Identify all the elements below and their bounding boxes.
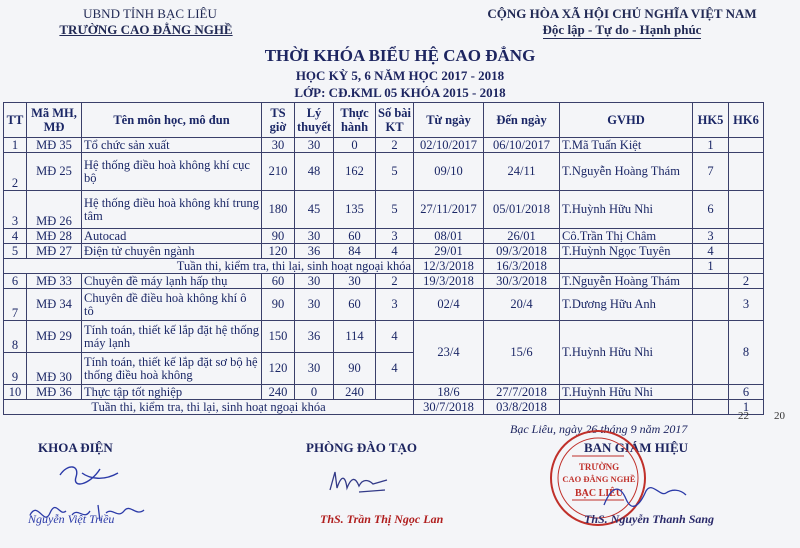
cell-theory: 36 (295, 321, 334, 353)
cell-hk5 (693, 289, 729, 321)
table-row (4, 385, 764, 400)
cell-hk6: 6 (729, 385, 764, 400)
col-to-date: Đến ngày (484, 103, 560, 138)
cell-hk5 (693, 385, 729, 400)
cell-to-date: 26/01 (484, 229, 560, 244)
cell-subject: Tổ chức sản xuất (82, 138, 262, 153)
cell-subject: Điện tử chuyên ngành (82, 244, 262, 259)
national-slogan: Độc lập - Tự do - Hạnh phúc (542, 22, 702, 37)
sig-title-left: KHOA ĐIỆN (38, 440, 113, 455)
class-subtitle: LỚP: CĐ.KML 05 KHÓA 2015 - 2018 (294, 85, 506, 100)
cell-total-hours: 120 (262, 244, 295, 259)
cell-hk5: 6 (693, 191, 729, 229)
cell-code: MĐ 36 (27, 385, 82, 400)
semester-subtitle: HỌC KỲ 5, 6 NĂM HỌC 2017 - 2018 (295, 68, 505, 83)
table-row (4, 244, 764, 259)
cell-tests: 2 (376, 274, 414, 289)
cell-total-hours: 90 (262, 229, 295, 244)
col-theory: Lý thuyết (295, 103, 334, 138)
cell-hk6 (729, 229, 764, 244)
cell-total-hours: 180 (262, 191, 295, 229)
cell-tests: 4 (376, 353, 414, 385)
cell-teacher: T.Nguyễn Hoàng Thám (560, 153, 693, 191)
col-hk6: HK6 (729, 103, 764, 138)
cell-tests: 4 (376, 244, 414, 259)
cell-total-hours: 30 (262, 138, 295, 153)
sig-name-left: Nguyễn Việt Triều (28, 512, 115, 526)
school-name: TRƯỜNG CAO ĐẲNG NGHỀ (59, 22, 233, 37)
signature-mid (325, 462, 405, 502)
cell-tt: 10 (4, 385, 27, 400)
stamp-line2: CAO ĐẲNG NGHỀ (562, 474, 636, 484)
cell-from-date: 02/4 (414, 289, 484, 321)
place-date: Bạc Liêu, ngày 26 tháng 9 năm 2017 (510, 422, 688, 436)
cell-tt: 3 (4, 191, 27, 229)
cell-tests (376, 385, 414, 400)
cell-subject: Chuyên đề máy lạnh hấp thụ (82, 274, 262, 289)
cell-tt: 8 (4, 321, 27, 353)
cell-from-date-merged: 23/4 (414, 321, 484, 385)
cell-code: MĐ 34 (27, 289, 82, 321)
cell-hk5: 7 (693, 153, 729, 191)
cell-practice: 240 (334, 385, 376, 400)
header-row (4, 103, 764, 138)
col-total-hours: TS giờ (262, 103, 295, 138)
sig-name-mid: ThS. Trần Thị Ngọc Lan (320, 512, 444, 526)
cell-code: MĐ 35 (27, 138, 82, 153)
cell-from-date: 12/3/2018 (414, 259, 484, 274)
cell-from-date: 27/11/2017 (414, 191, 484, 229)
total-hk6: 20 (774, 410, 785, 422)
table-row (4, 289, 764, 321)
stamp-line1: TRƯỜNG (578, 462, 620, 472)
exam-week-row (4, 259, 764, 274)
table-row (4, 138, 764, 153)
cell-theory: 30 (295, 229, 334, 244)
cell-from-date: 08/01 (414, 229, 484, 244)
cell-hk5: 4 (693, 244, 729, 259)
cell-code: MĐ 25 (27, 153, 82, 191)
cell-hk6 (729, 138, 764, 153)
document-title: THỜI KHÓA BIỂU HỆ CAO ĐẲNG (264, 46, 536, 65)
cell-theory: 30 (295, 353, 334, 385)
cell-code: MĐ 33 (27, 274, 82, 289)
cell-to-date: 09/3/2018 (484, 244, 560, 259)
sig-name-right: ThS. Nguyễn Thanh Sang (584, 512, 715, 526)
cell-theory: 30 (295, 274, 334, 289)
cell-subject: Hệ thống điều hoà không khí cục bộ (82, 153, 262, 191)
cell-teacher (560, 400, 693, 415)
stamp-line3: BẠC LIÊU (574, 488, 624, 499)
col-hk5: HK5 (693, 103, 729, 138)
table-row (4, 153, 764, 191)
cell-practice: 84 (334, 244, 376, 259)
cell-to-date-merged: 15/6 (484, 321, 560, 385)
cell-code: MĐ 30 (27, 353, 82, 385)
table-row (4, 191, 764, 229)
col-from-date: Từ ngày (414, 103, 484, 138)
cell-from-date: 18/6 (414, 385, 484, 400)
cell-practice: 30 (334, 274, 376, 289)
cell-exam-week-label: Tuần thi, kiểm tra, thi lại, sinh hoạt ngoại khóa (4, 259, 414, 274)
cell-teacher (560, 259, 693, 274)
cell-hk5-merged (693, 321, 729, 385)
exam-week-row (4, 400, 764, 415)
cell-subject: Tính toán, thiết kế lắp đặt hệ thống máy lạnh (82, 321, 262, 353)
cell-hk6 (729, 153, 764, 191)
cell-theory: 45 (295, 191, 334, 229)
cell-tt: 7 (4, 289, 27, 321)
cell-practice: 162 (334, 153, 376, 191)
cell-to-date: 27/7/2018 (484, 385, 560, 400)
signature-left (20, 455, 160, 540)
col-teacher: GVHD (560, 103, 693, 138)
cell-practice: 114 (334, 321, 376, 353)
cell-teacher: T.Dương Hữu Anh (560, 289, 693, 321)
cell-tt: 5 (4, 244, 27, 259)
cell-tests: 5 (376, 191, 414, 229)
col-tests: Số bài KT (376, 103, 414, 138)
cell-hk5 (693, 274, 729, 289)
cell-total-hours: 60 (262, 274, 295, 289)
cell-teacher: T.Huỳnh Hữu Nhi (560, 191, 693, 229)
cell-total-hours: 240 (262, 385, 295, 400)
cell-practice: 90 (334, 353, 376, 385)
cell-theory: 48 (295, 153, 334, 191)
sig-title-mid: PHÒNG ĐÀO TẠO (306, 440, 417, 455)
table-row (4, 274, 764, 289)
cell-teacher: T.Nguyễn Hoàng Thám (560, 274, 693, 289)
table-row (4, 321, 764, 353)
cell-subject: Hệ thống điều hoà không khí trung tâm (82, 191, 262, 229)
cell-tests: 5 (376, 153, 414, 191)
cell-hk6 (729, 244, 764, 259)
col-subject: Tên môn học, mô đun (82, 103, 262, 138)
cell-hk5: 3 (693, 229, 729, 244)
cell-to-date: 16/3/2018 (484, 259, 560, 274)
cell-tt: 9 (4, 353, 27, 385)
cell-to-date: 20/4 (484, 289, 560, 321)
cell-practice: 135 (334, 191, 376, 229)
cell-from-date: 29/01 (414, 244, 484, 259)
timetable (3, 102, 764, 415)
cell-teacher-merged: T.Huỳnh Hữu Nhi (560, 321, 693, 385)
cell-teacher: T.Huỳnh Hữu Nhi (560, 385, 693, 400)
col-tt: TT (4, 103, 27, 138)
cell-hk5: 1 (693, 138, 729, 153)
cell-hk6: 3 (729, 289, 764, 321)
cell-tests: 2 (376, 138, 414, 153)
cell-to-date: 05/01/2018 (484, 191, 560, 229)
cell-to-date: 30/3/2018 (484, 274, 560, 289)
cell-subject: Thực tập tốt nghiệp (82, 385, 262, 400)
cell-total-hours: 150 (262, 321, 295, 353)
cell-tests: 4 (376, 321, 414, 353)
cell-theory: 0 (295, 385, 334, 400)
cell-to-date: 06/10/2017 (484, 138, 560, 153)
cell-code: MĐ 26 (27, 191, 82, 229)
country-motto: CỘNG HÒA XÃ HỘI CHỦ NGHĨA VIỆT NAM (487, 6, 757, 21)
col-practice: Thực hành (334, 103, 376, 138)
cell-hk6 (729, 191, 764, 229)
cell-teacher: Cô.Trần Thị Châm (560, 229, 693, 244)
col-code: Mã MH, MĐ (27, 103, 82, 138)
cell-tests: 3 (376, 229, 414, 244)
cell-subject: Chuyên đề điều hoà không khí ô tô (82, 289, 262, 321)
table-row (4, 229, 764, 244)
signature-right (600, 475, 690, 515)
cell-hk5 (693, 400, 729, 415)
cell-practice: 60 (334, 289, 376, 321)
cell-hk6-merged: 8 (729, 321, 764, 385)
cell-theory: 36 (295, 244, 334, 259)
cell-hk6: 1 (729, 400, 764, 415)
cell-from-date: 19/3/2018 (414, 274, 484, 289)
cell-tests: 3 (376, 289, 414, 321)
cell-from-date: 30/7/2018 (414, 400, 484, 415)
cell-hk6 (729, 259, 764, 274)
cell-from-date: 02/10/2017 (414, 138, 484, 153)
cell-theory: 30 (295, 138, 334, 153)
cell-hk6: 2 (729, 274, 764, 289)
cell-code: MĐ 28 (27, 229, 82, 244)
total-hk5: 22 (738, 410, 749, 422)
cell-tt: 1 (4, 138, 27, 153)
cell-code: MĐ 29 (27, 321, 82, 353)
cell-to-date: 03/8/2018 (484, 400, 560, 415)
org-name: UBND TỈNH BẠC LIÊU (83, 6, 217, 21)
cell-tt: 4 (4, 229, 27, 244)
cell-from-date: 09/10 (414, 153, 484, 191)
cell-subject: Autocad (82, 229, 262, 244)
cell-total-hours: 210 (262, 153, 295, 191)
cell-hk5: 1 (693, 259, 729, 274)
cell-exam-week-label: Tuần thi, kiểm tra, thi lại, sinh hoạt ngoại khóa (4, 400, 414, 415)
cell-tt: 6 (4, 274, 27, 289)
cell-total-hours: 120 (262, 353, 295, 385)
cell-teacher: T.Huỳnh Ngọc Tuyên (560, 244, 693, 259)
cell-tt: 2 (4, 153, 27, 191)
cell-practice: 60 (334, 229, 376, 244)
cell-code: MĐ 27 (27, 244, 82, 259)
sig-title-right: BAN GIÁM HIỆU (584, 440, 689, 455)
cell-to-date: 24/11 (484, 153, 560, 191)
cell-theory: 30 (295, 289, 334, 321)
cell-practice: 0 (334, 138, 376, 153)
cell-total-hours: 90 (262, 289, 295, 321)
cell-subject: Tính toán, thiết kế lắp đặt sơ bộ hệ thống điều hoà không (82, 353, 262, 385)
cell-teacher: T.Mã Tuấn Kiệt (560, 138, 693, 153)
